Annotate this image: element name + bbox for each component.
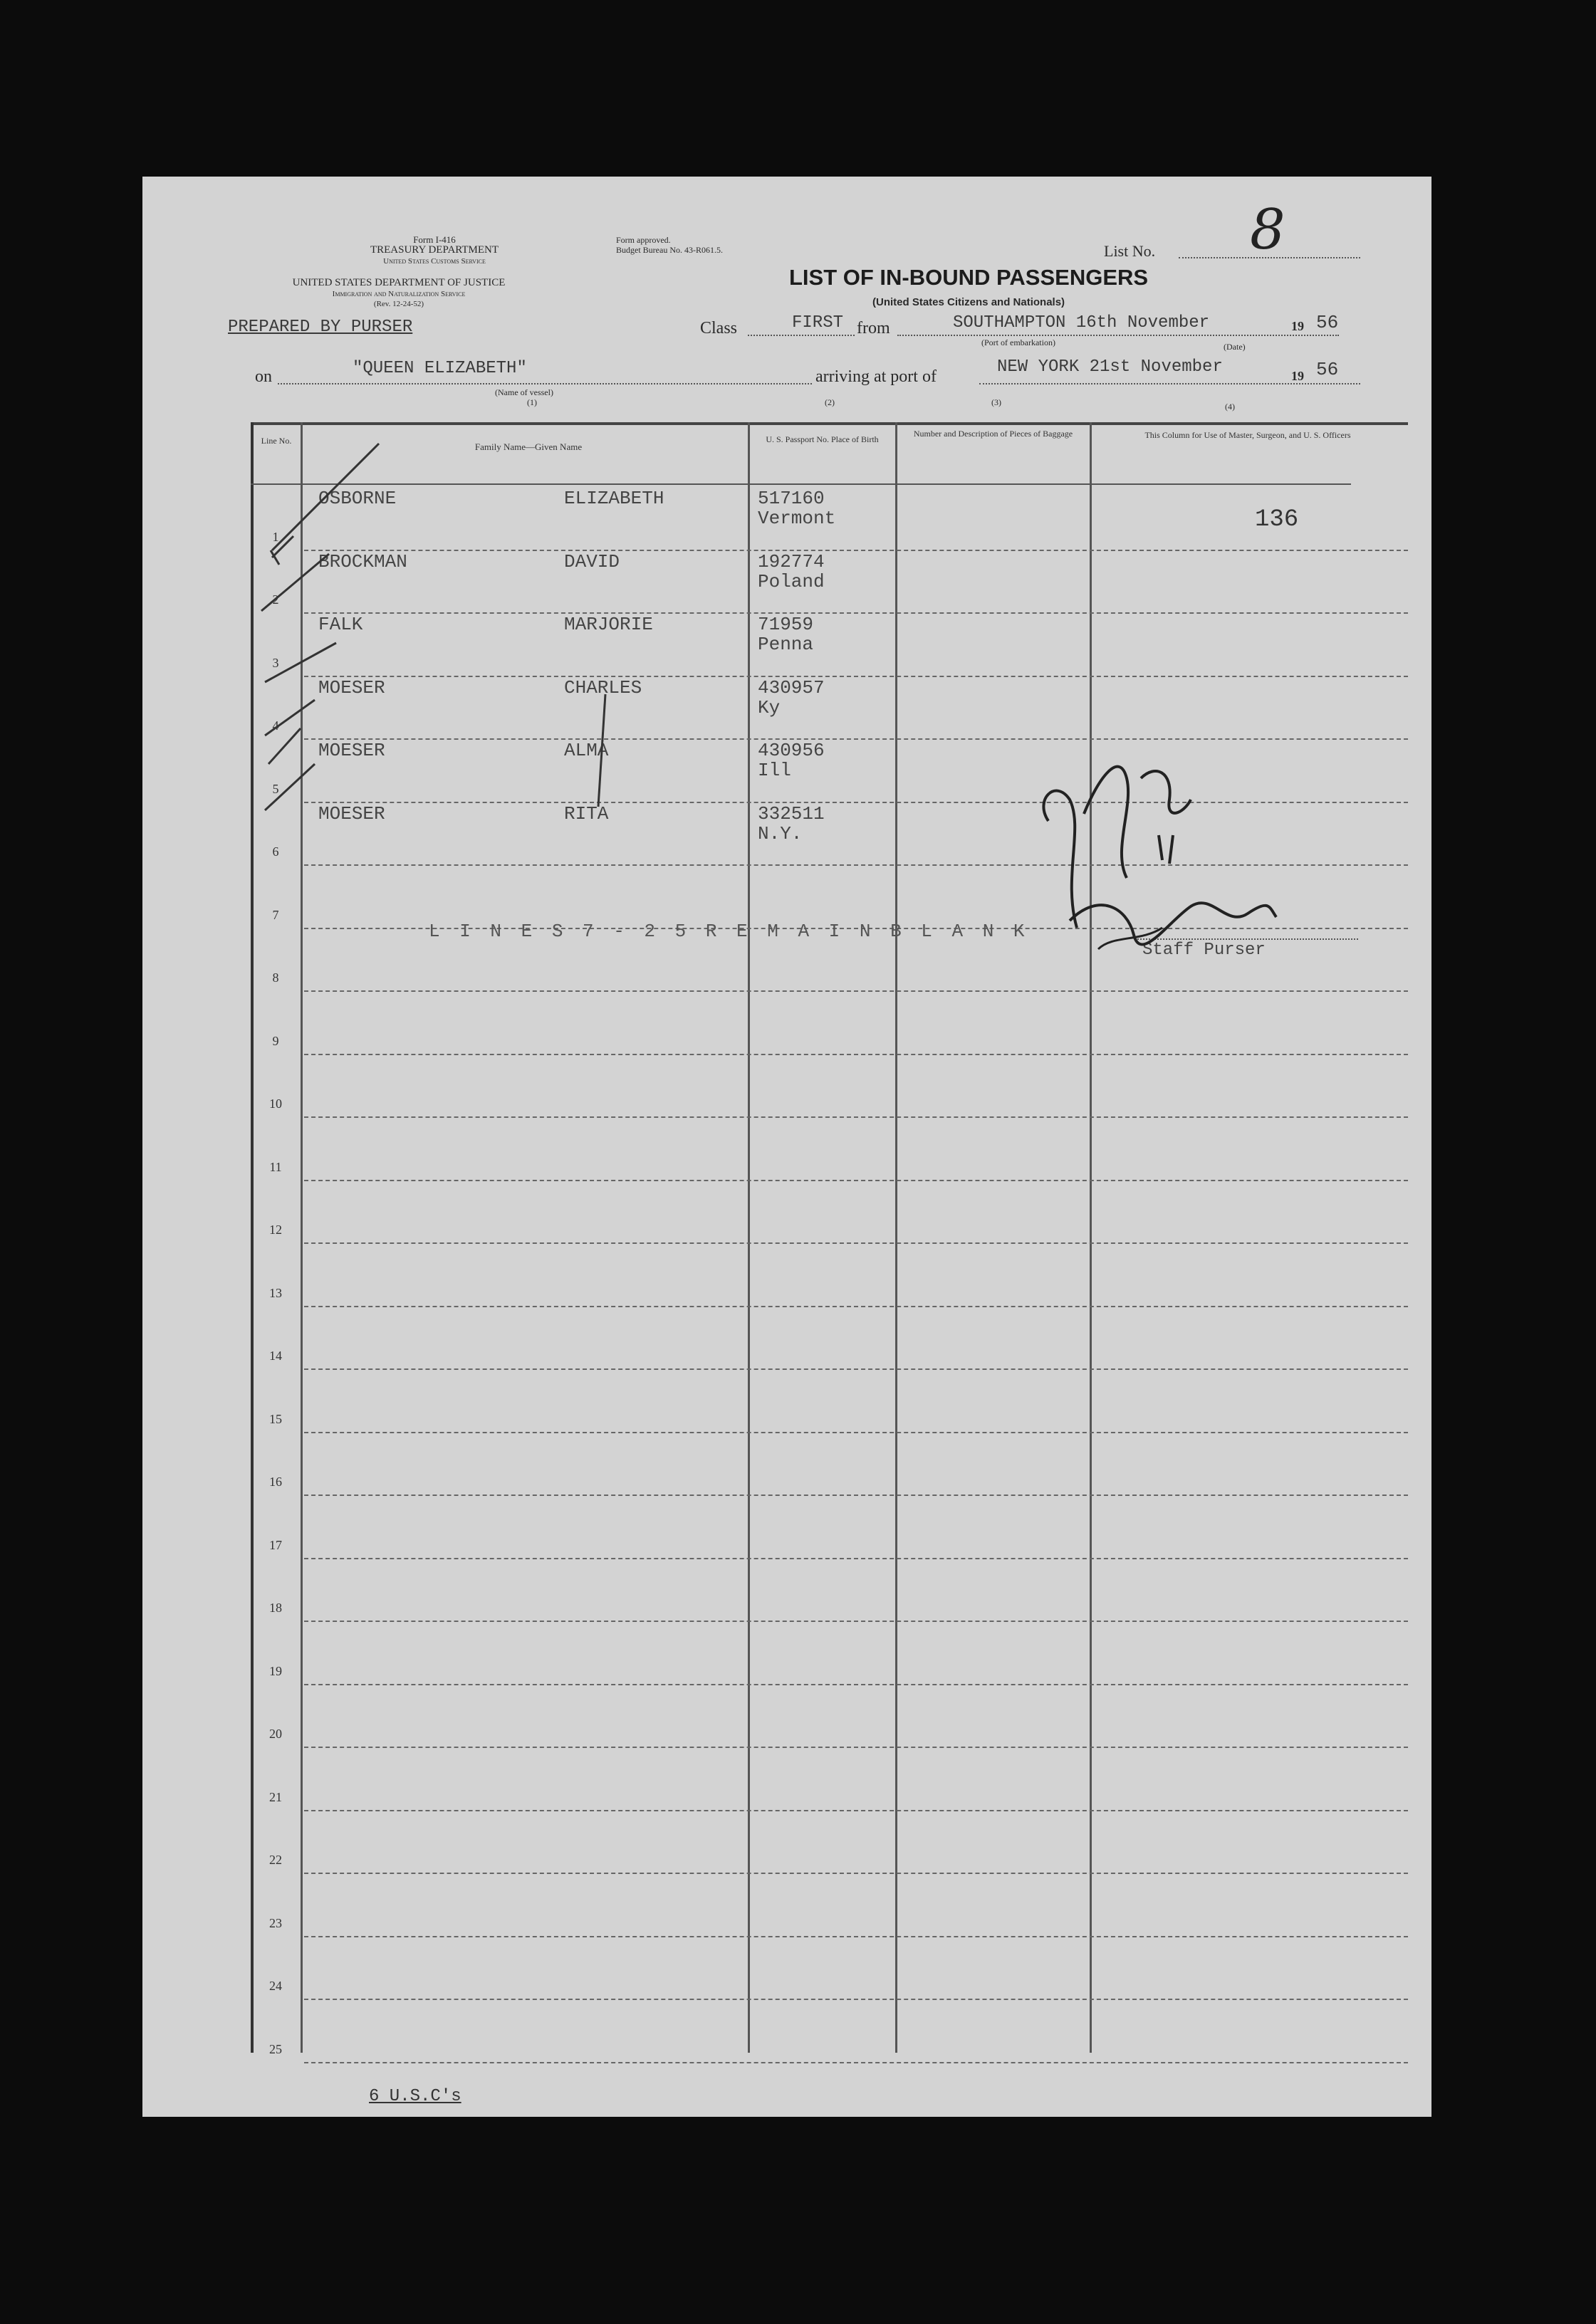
place-of-birth: Vermont: [758, 508, 836, 529]
place-of-birth: Penna: [758, 634, 814, 655]
vessel-name: "QUEEN ELIZABETH": [353, 359, 527, 378]
line-number: 22: [269, 1853, 282, 1867]
line-number: 23: [269, 1915, 282, 1930]
line-number: 25: [269, 2041, 282, 2056]
list-no-label: List No.: [1104, 242, 1156, 260]
place-of-birth: N.Y.: [758, 822, 803, 844]
remain-blank-note: L I N E S 7 - 2 5 R E M A I N B L A N K: [429, 921, 1029, 942]
from-value: SOUTHAMPTON 16th November: [953, 313, 1210, 333]
line-number: 9: [272, 1033, 279, 1048]
form-number: Form I-416: [413, 234, 456, 245]
document-title: LIST OF IN-BOUND PASSENGERS: [789, 265, 1149, 290]
line-number: 10: [269, 1096, 282, 1111]
footer-note: 6 U.S.C's: [369, 2087, 461, 2106]
table-row: [251, 1496, 1408, 1559]
revision: (Rev. 12-24-52): [373, 300, 424, 308]
passport-number: 430956: [758, 740, 825, 761]
family-name: MOESER: [318, 802, 385, 825]
passenger-table: [251, 422, 1408, 2056]
form-approved: Form approved.: [616, 235, 671, 245]
table-row: [251, 1559, 1408, 1623]
inspector-signature-icon: [1020, 736, 1205, 963]
table-row: [251, 1433, 1408, 1497]
passport-number: 192774: [758, 550, 825, 572]
passport-number: 332511: [758, 802, 825, 825]
line-number: 12: [269, 1223, 282, 1237]
table-row: [251, 2000, 1408, 2063]
col-caption-2: (2): [825, 397, 835, 407]
manifest-page: [142, 177, 1431, 2117]
class-label: Class: [700, 319, 738, 337]
budget-bureau: Budget Bureau No. 43-R061.5.: [616, 245, 723, 255]
line-number: 7: [272, 907, 279, 922]
table-row: [251, 1685, 1408, 1749]
justice-dept: UNITED STATES DEPARTMENT OF JUSTICE: [292, 277, 506, 288]
date-caption: (Date): [1224, 342, 1246, 352]
table-row: [251, 1307, 1408, 1371]
place-of-birth: Ky: [758, 696, 781, 718]
year-2: 56: [1316, 359, 1339, 380]
line-number: 17: [269, 1537, 282, 1552]
line-number: 6: [272, 844, 279, 859]
line-number: 8: [272, 970, 279, 985]
prepared-by: PREPARED BY PURSER: [228, 318, 413, 337]
table-row: [251, 1118, 1408, 1181]
col-caption-3: (3): [991, 397, 1001, 407]
line-number: 11: [269, 1159, 282, 1174]
line-number: 19: [269, 1663, 282, 1678]
given-name: DAVID: [564, 550, 620, 572]
line-number: 14: [269, 1349, 282, 1363]
given-name: ELIZABETH: [564, 488, 664, 509]
line-number: 1: [272, 529, 279, 544]
table-top-rule: [251, 422, 1408, 425]
place-of-birth: Ill: [758, 760, 791, 781]
line-number: 13: [269, 1285, 282, 1300]
family-name: FALK: [318, 614, 363, 635]
header-name: Family Name—Given Name: [474, 441, 583, 452]
line-number: 4: [272, 718, 279, 733]
arriving-value: NEW YORK 21st November: [997, 357, 1223, 377]
from-label: from: [857, 319, 890, 337]
table-row: [251, 1811, 1408, 1875]
dept-name: TREASURY DEPARTMENT: [370, 244, 499, 256]
class-value: FIRST: [792, 313, 844, 333]
officer-note: 136: [1255, 506, 1299, 533]
family-name: OSBORNE: [318, 488, 397, 509]
header-baggage: Number and Description of Pieces of Baggage: [913, 429, 1073, 439]
line-number: 18: [269, 1601, 282, 1615]
table-row: [251, 1874, 1408, 1937]
family-name: MOESER: [318, 740, 385, 761]
year-prefix-1: 19: [1291, 319, 1304, 333]
line-number: 2: [272, 592, 279, 607]
class-line: [748, 335, 855, 336]
given-name: MARJORIE: [564, 614, 653, 635]
table-row: [251, 1244, 1408, 1307]
document-subtitle: (United States Citizens and Nationals): [872, 296, 1065, 308]
line-number: 5: [272, 781, 279, 796]
line-number: 15: [269, 1411, 282, 1426]
from-line: [897, 335, 1339, 336]
line-number: 20: [269, 1727, 282, 1741]
list-no-value: 8: [1250, 198, 1285, 262]
arriving-label: arriving at port of: [815, 367, 937, 386]
line-number: 16: [269, 1475, 282, 1489]
header-passport: U. S. Passport No. Place of Birth: [766, 434, 879, 444]
year-prefix-2: 19: [1291, 369, 1304, 383]
table-row: [251, 1181, 1408, 1245]
passport-number: 71959: [758, 614, 814, 635]
place-of-birth: Poland: [758, 570, 825, 592]
table-row: [251, 1055, 1408, 1119]
given-name: RITA: [564, 802, 609, 825]
line-number: 24: [269, 1979, 282, 1993]
vessel-line: [278, 383, 812, 384]
port-caption: (Port of embarkation): [981, 337, 1055, 347]
col-caption-1: (1): [527, 397, 537, 407]
family-name: MOESER: [318, 676, 385, 698]
vessel-caption: (Name of vessel): [495, 387, 553, 397]
customs-service: United States Customs Service: [383, 257, 486, 266]
family-name: BROCKMAN: [318, 550, 407, 572]
on-label: on: [255, 367, 272, 386]
year-1: 56: [1316, 312, 1339, 333]
passport-number: 430957: [758, 676, 825, 698]
given-name: CHARLES: [564, 676, 642, 698]
header-line-no: Line No.: [261, 436, 292, 446]
table-row: [251, 1370, 1408, 1433]
passport-number: 517160: [758, 488, 825, 509]
line-number: 21: [269, 1789, 282, 1804]
col-caption-4: (4): [1225, 402, 1235, 412]
table-row: [251, 1622, 1408, 1685]
given-name: ALMA: [564, 740, 609, 761]
checkmark-marks-icon: [251, 429, 749, 828]
line-number: 3: [272, 655, 279, 670]
row-rule: [304, 2062, 1408, 2063]
table-row: [251, 1748, 1408, 1811]
signature-caption: Staff Purser: [1142, 941, 1266, 960]
ins-name: Immigration and Naturalization Service: [332, 290, 466, 298]
header-officers: This Column for Use of Master, Surgeon, and U. S. Officers: [1144, 430, 1351, 440]
table-row: [251, 1937, 1408, 2001]
